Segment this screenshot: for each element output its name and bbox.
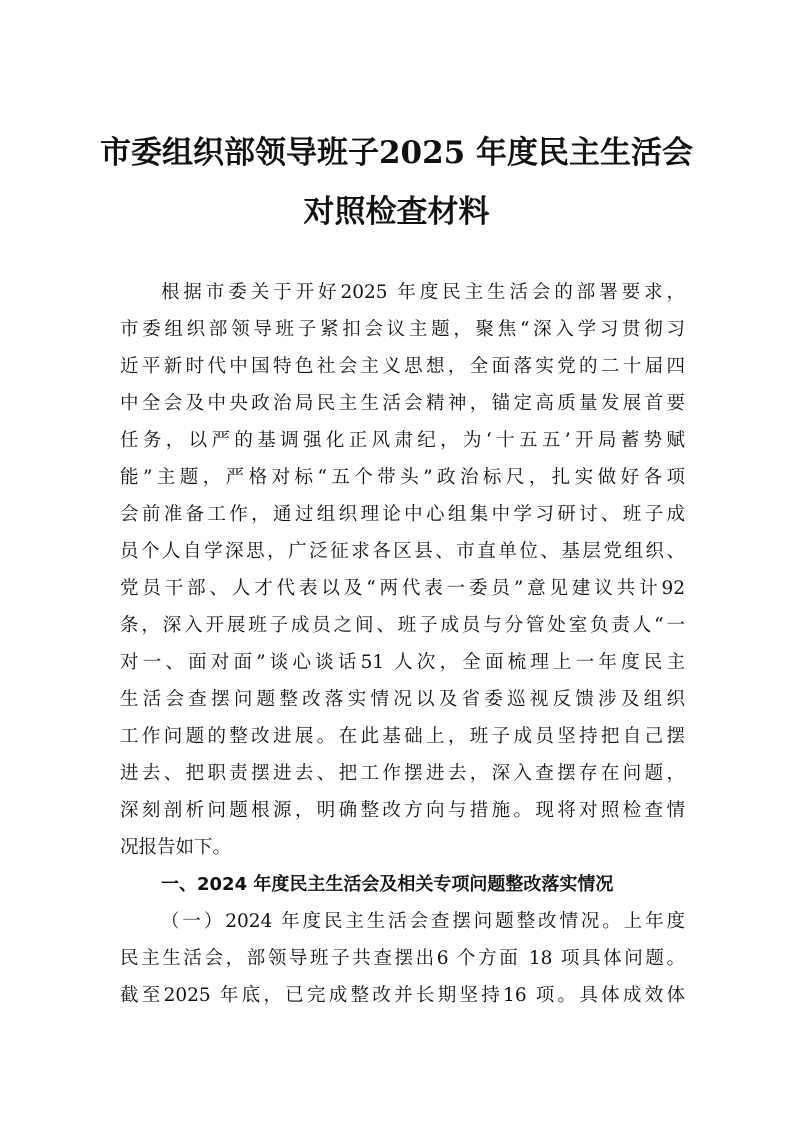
paragraph-line: 员个人自学深思，广泛征求各区县、市直单位、基层党组织、 bbox=[120, 541, 685, 562]
document-title-line-2: 对照检查材料 bbox=[303, 194, 490, 230]
paragraph-line: 对一、面对面”谈心谈话51 人次，全面梳理上一年度民主 bbox=[120, 652, 685, 673]
paragraph-line: 况报告如下。 bbox=[120, 837, 232, 858]
paragraph-line: 能”主题，严格对标“五个带头”政治标尺，扎实做好各项 bbox=[120, 467, 685, 488]
paragraph-line: 进去、把职责摆进去、把工作摆进去，深入查摆存在问题， bbox=[120, 763, 685, 784]
paragraph-line: 条，深入开展班子成员之间、班子成员与分管处室负责人“一 bbox=[120, 615, 685, 636]
paragraph-line: 党员干部、人才代表以及“两代表一委员”意见建议共计92 bbox=[120, 578, 685, 599]
subsection-line: 截至2025 年底，已完成整改并长期坚持16 项。具体成效体 bbox=[120, 985, 685, 1006]
paragraph-line: 生活会查摆问题整改落实情况以及省委巡视反馈涉及组织 bbox=[120, 689, 685, 710]
paragraph-line: 深刻剖析问题根源，明确整改方向与措施。现将对照检查情 bbox=[120, 800, 685, 821]
paragraph-line: 中全会及中央政治局民主生活会精神，锚定高质量发展首要 bbox=[120, 393, 685, 414]
paragraph-line: 根据市委关于开好2025 年度民主生活会的部署要求， bbox=[161, 282, 685, 303]
paragraph-line: 市委组织部领导班子紧扣会议主题，聚焦“深入学习贯彻习 bbox=[120, 319, 685, 340]
paragraph-line: 会前准备工作，通过组织理论中心组集中学习研讨、班子成 bbox=[120, 504, 685, 525]
section-heading: 一、2024 年度民主生活会及相关专项问题整改落实情况 bbox=[161, 874, 614, 895]
document-title-line-1: 市委组织部领导班子2025 年度民主生活会 bbox=[99, 135, 694, 171]
paragraph-line: 任务，以严的基调强化正风肃纪，为‘十五五’开局蓄势赋 bbox=[120, 430, 685, 451]
subsection-line: （一）2024 年度民主生活会查摆问题整改情况。上年度 bbox=[161, 911, 685, 932]
paragraph-line: 近平新时代中国特色社会主义思想，全面落实党的二十届四 bbox=[120, 356, 685, 377]
subsection-line: 民主生活会，部领导班子共查摆出6 个方面 18 项具体问题。 bbox=[120, 948, 685, 969]
paragraph-line: 工作问题的整改进展。在此基础上，班子成员坚持把自己摆 bbox=[120, 726, 685, 747]
